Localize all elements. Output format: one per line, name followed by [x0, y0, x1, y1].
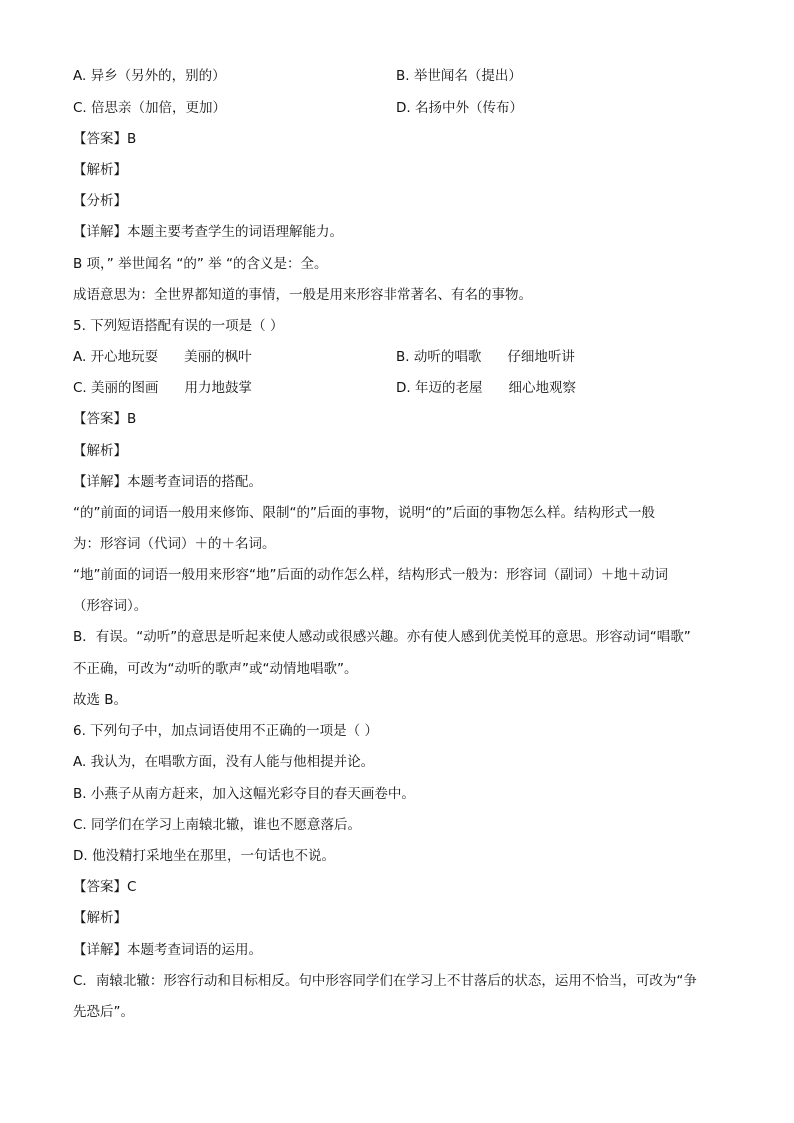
- q6-explanation-2: 先恐后”。: [73, 1004, 134, 1020]
- q6-answer: 【答案】C: [73, 879, 137, 895]
- q6-explanation-1: C．南辕北辙：形容行动和目标相反。句中形容同学们在学习上不甘落后的状态，运用不恰当，可改为“争: [73, 973, 697, 989]
- q5-option-a-phrase-1: A. 开心地玩耍: [73, 349, 159, 365]
- q5-de-rule-2: 为：形容词（代词）＋的＋名词。: [73, 536, 276, 552]
- q4-option-d: D. 名扬中外（传布）: [396, 100, 523, 116]
- q5-option-b-explanation-2: 不正确，可改为“动听的歌声”或“动情地唱歌”。: [73, 661, 358, 677]
- q4-option-a: A. 异乡（另外的，别的）: [73, 68, 226, 84]
- q5-analysis-heading: 【解析】: [73, 443, 127, 459]
- q5-di-rule-1: “地”前面的词语一般用来形容“地”后面的动作怎么样，结构形式一般为：形容词（副词）＋地＋动词: [73, 567, 668, 583]
- q6-stem: 6. 下列句子中，加点词语使用不正确的一项是（ ）: [73, 723, 378, 739]
- q6-analysis-heading: 【解析】: [73, 910, 127, 926]
- q5-option-c-phrase-2: 用力地鼓掌: [184, 380, 253, 396]
- q5-option-c: [73, 379, 252, 397]
- q5-di-rule-2: （形容词）。: [73, 598, 148, 614]
- q5-answer: 【答案】B: [73, 411, 137, 427]
- q5-option-a-phrase-2: 美丽的枫叶: [184, 349, 252, 365]
- q4-fenxi-heading: 【分析】: [73, 193, 127, 209]
- q5-option-b-explanation-1: B．有误。“动听”的意思是听起来使人感动或很感兴趣。亦有使人感到优美悦耳的意思。形容动词“唱歌”: [73, 629, 691, 645]
- q4-detail: 【详解】本题主要考查学生的词语理解能力。: [73, 224, 343, 240]
- q4-option-c: C. 倍思亲（加倍，更加）: [73, 100, 227, 116]
- q4-analysis-heading: 【解析】: [73, 162, 127, 178]
- q5-conclusion: 故选 B。: [73, 692, 128, 708]
- q4-option-b: B. 举世闻名（提出）: [396, 68, 522, 84]
- q5-option-b-phrase-2: 仔细地听讲: [507, 349, 575, 365]
- q5-option-d-phrase-1: D. 年迈的老屋: [396, 380, 483, 396]
- q5-stem: 5. 下列短语搭配有误的一项是（ ）: [73, 318, 284, 334]
- q4-explanation-2: 成语意思为：全世界都知道的事情，一般是用来形容非常著名、有名的事物。: [73, 287, 532, 303]
- q5-option-a: [73, 348, 252, 366]
- q5-option-d: [396, 379, 576, 397]
- q5-option-d-phrase-2: 细心地观察: [508, 380, 576, 396]
- q5-detail: 【详解】本题考查词语的搭配。: [73, 474, 262, 490]
- q6-option-a: A. 我认为，在唱歌方面，没有人能与他相提并论。: [73, 754, 375, 770]
- q5-option-c-phrase-1: C. 美丽的图画: [73, 380, 159, 396]
- q5-option-b-phrase-1: B. 动听的唱歌: [396, 349, 482, 365]
- q6-option-c: C. 同学们在学习上南辕北辙，谁也不愿意落后。: [73, 817, 362, 833]
- q6-option-b: B. 小燕子从南方赶来，加入这幅光彩夺目的春天画卷中。: [73, 786, 415, 802]
- q5-option-b: [396, 348, 575, 366]
- q4-answer: 【答案】B: [73, 131, 137, 147]
- q4-explanation-1: B 项，” 举世闻名 “的” 举 “的含义是：全。: [73, 256, 328, 272]
- q5-de-rule-1: “的”前面的词语一般用来修饰、限制“的”后面的事物，说明“的”后面的事物怎么样。结构形式一般: [73, 505, 655, 521]
- q6-detail: 【详解】本题考查词语的运用。: [73, 942, 262, 958]
- q6-option-d: D. 他没精打采地坐在那里，一句话也不说。: [73, 848, 335, 864]
